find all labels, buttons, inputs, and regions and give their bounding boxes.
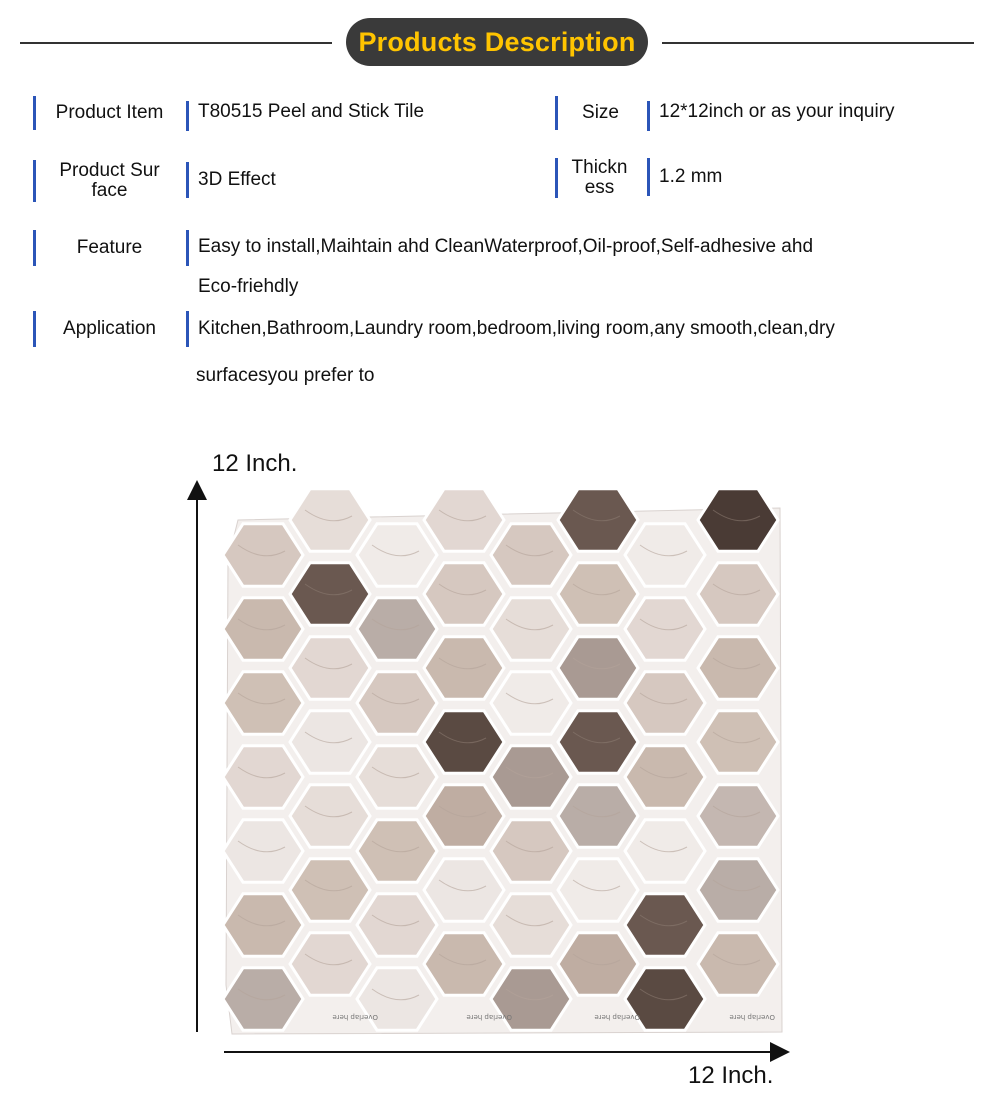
surface-label-line2: face xyxy=(91,180,128,201)
product-item-label: Product Item xyxy=(33,96,183,130)
size-label: Size xyxy=(555,96,643,130)
feature-value-line2: Eco-friehdly xyxy=(198,276,299,297)
surface-label-line1: Product Sur xyxy=(59,160,160,181)
application-label: Application xyxy=(33,311,183,347)
size-value: 12*12inch or as your inquiry xyxy=(647,101,977,131)
overlap-label: Overlap here xyxy=(729,1013,775,1021)
application-value-line1: Kitchen,Bathroom,Laundry room,bedroom,living room,any smooth,clean,dry xyxy=(198,318,835,339)
feature-label: Feature xyxy=(33,230,183,266)
width-dimension-label: 12 Inch. xyxy=(688,1062,774,1089)
height-dimension-label: 12 Inch. xyxy=(212,450,298,477)
overlap-label: Overlap here xyxy=(594,1013,640,1021)
thickness-value: 1.2 mm xyxy=(647,158,847,196)
feature-value-line1: Easy to install,Maihtain ahd CleanWaterproof,Oil-proof,Self-adhesive ahd xyxy=(198,236,814,257)
application-value-line2: surfacesyou prefer to xyxy=(196,365,375,386)
overlap-label: Overlap here xyxy=(466,1013,512,1021)
surface-value: 3D Effect xyxy=(186,162,546,198)
thickness-label-line2: ess xyxy=(584,177,615,198)
overlap-label: Overlap here xyxy=(332,1013,378,1021)
product-item-value: T80515 Peel and Stick Tile xyxy=(186,101,546,131)
section-title: Products Description xyxy=(346,18,648,66)
thickness-label-line1: Thickn xyxy=(571,157,628,178)
tile-sheet xyxy=(223,489,782,1034)
